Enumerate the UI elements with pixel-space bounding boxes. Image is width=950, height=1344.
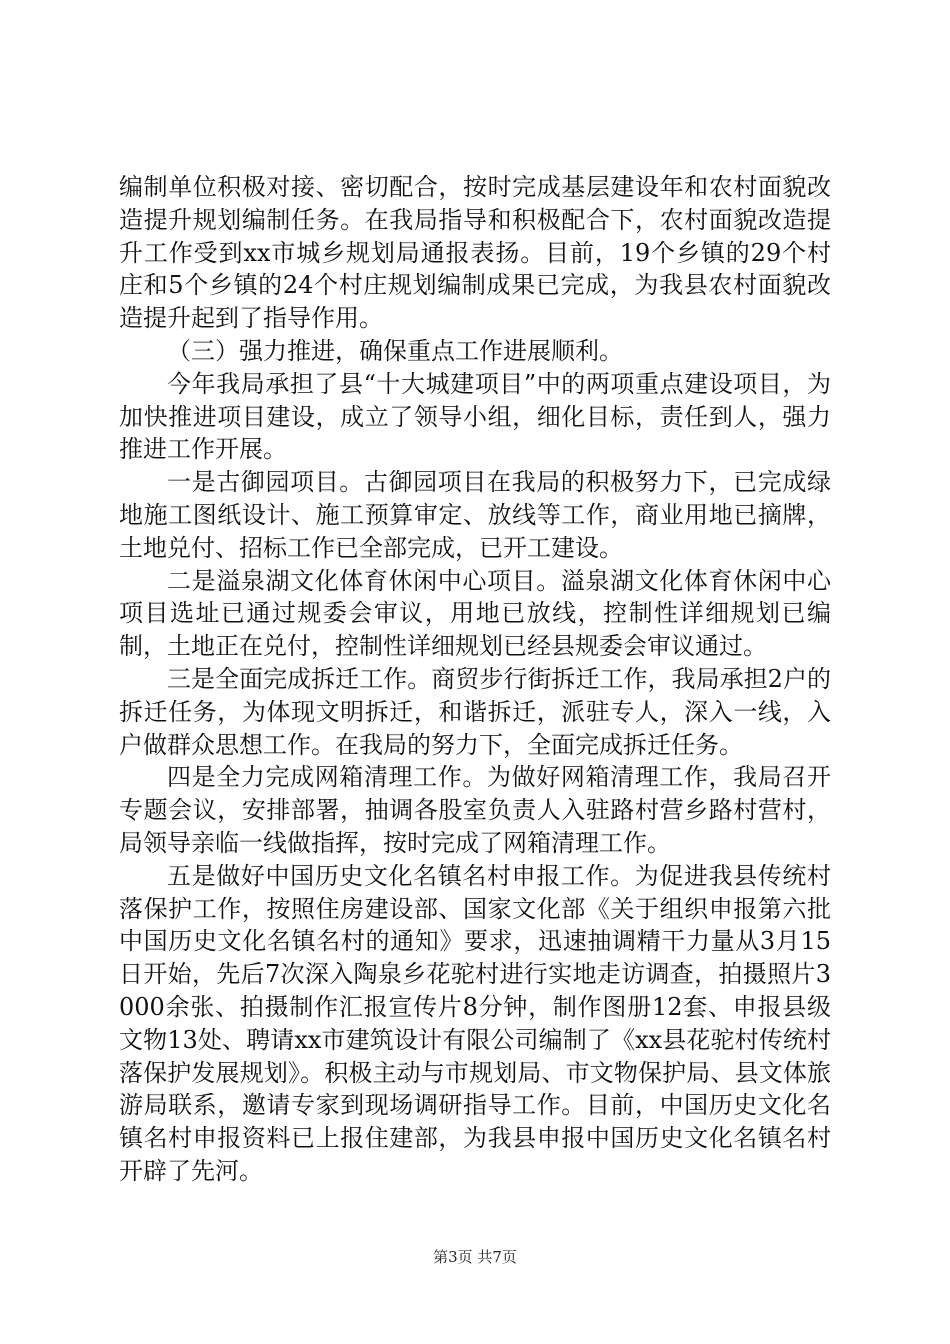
paragraph-continuation: 编制单位积极对接、密切配合，按时完成基层建设年和农村面貌改造提升规划编制任务。在我局指导和积极配合下，农村面貌改造提升工作受到xx市城乡规划局通报表扬。目前，19个乡镇的29个村庄和5个乡镇的24个村庄规划编制成果已完成，为我县农村面貌改造提升起到了指导作用。 (119, 173, 831, 333)
paragraph-intro: 今年我局承担了县“十大城建项目”中的两项重点建设项目，为加快推进项目建设，成立了领导小组，细化目标，责任到人，强力推进工作开展。 (119, 369, 831, 464)
document-body (119, 171, 831, 1188)
paragraph-item-1: 一是古御园项目。古御园项目在我局的积极努力下，已完成绿地施工图纸设计、施工预算审定、放线等工作，商业用地已摘牌，土地兑付、招标工作已全部完成，已开工建设。 (119, 468, 831, 562)
section-heading: （三）强力推进，确保重点工作进展顺利。 (167, 336, 623, 365)
paragraph-item-4: 四是全力完成网箱清理工作。为做好网箱清理工作，我局召开专题会议，安排部署，抽调各股室负责人入驻路村营乡路村营村，局领导亲临一线做指挥，按时完成了网箱清理工作。 (119, 763, 831, 857)
paragraph-item-2: 二是溢泉湖文化体育休闲中心项目。溢泉湖文化体育休闲中心项目选址已通过规委会审议，用地已放线，控制性详细规划已编制，土地正在兑付，控制性详细规划已经县规委会审议通过。 (119, 566, 831, 661)
paragraph-item-3: 三是全面完成拆迁工作。商贸步行街拆迁工作，我局承担2户的拆迁任务，为体现文明拆迁，和谐拆迁，派驻专人，深入一线，入户做群众思想工作。在我局的努力下，全面完成拆迁任务。 (119, 664, 831, 759)
paragraph-item-5: 五是做好中国历史文化名镇名村申报工作。为促进我县传统村落保护工作，按照住房建设部、国家文化部《关于组织申报第六批中国历史文化名镇名村的通知》要求，迅速抽调精干力量从3月15日开始，先后7次深入陶泉乡花驼村进行实地走访调查，拍摄照片3000余张、拍摄制作汇报宣传片8分钟，制作图册12套、申报县级文物13处、聘请xx市建筑设计有限公司编制了《xx县花驼村传统村落保护发展规划》。积极主动与市规划局、市文物保护局、县文体旅游局联系，邀请专家到现场调研指导工作。目前，中国历史文化名镇名村申报资料已上报住建部，为我县申报中国历史文化名镇名村开辟了先河。 (119, 861, 831, 1185)
page-number-footer: 第3页 共7页 (433, 1248, 517, 1266)
